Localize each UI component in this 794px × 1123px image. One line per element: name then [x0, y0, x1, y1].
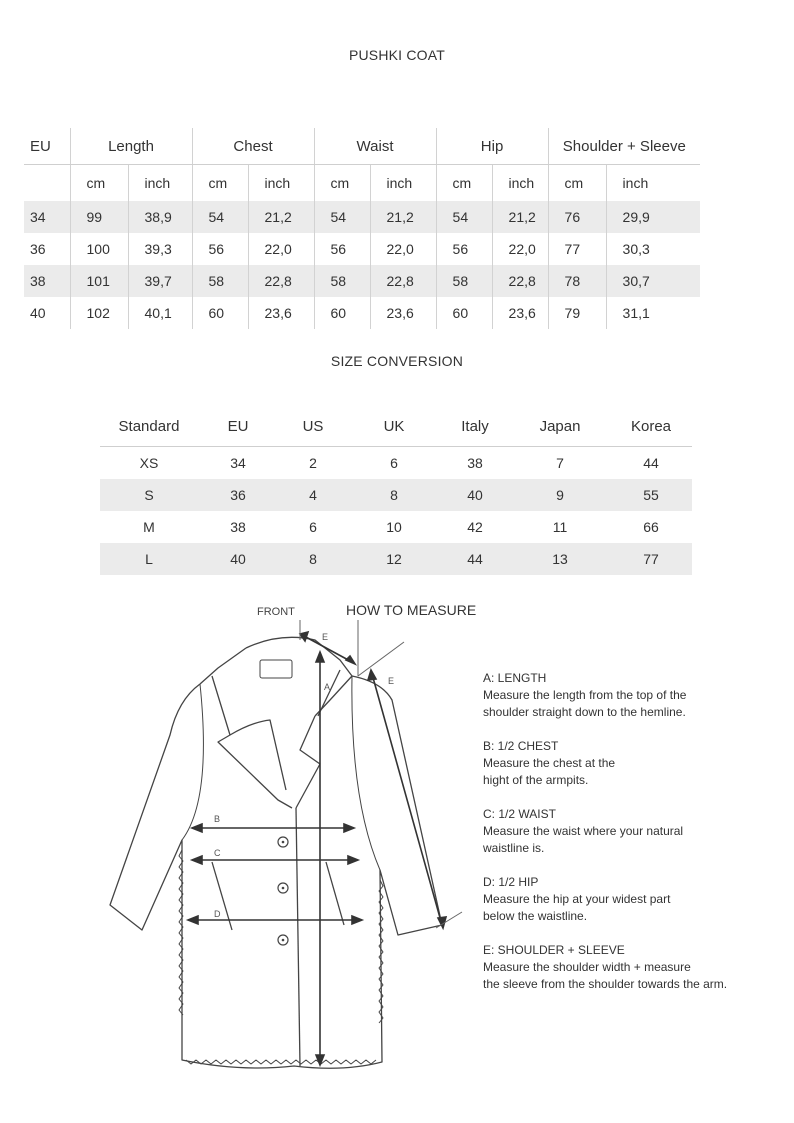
- table-cell: 79: [548, 297, 606, 329]
- table-cell: 39,7: [128, 265, 192, 297]
- table-cell: 58: [192, 265, 248, 297]
- measure-text: Measure the hip at your widest part: [483, 892, 671, 906]
- diagram-letter-e-sleeve: E: [388, 676, 395, 686]
- coat-lapel-left: [212, 676, 292, 808]
- size-table: [24, 128, 700, 329]
- table-cell: 22,8: [248, 265, 314, 297]
- header-us: US: [278, 406, 348, 447]
- conversion-header: [100, 406, 692, 447]
- table-cell: 40: [198, 543, 278, 575]
- table-cell: 2: [309, 455, 317, 471]
- table-cell: 22,0: [248, 233, 314, 265]
- measure-text: Measure the chest at the: [483, 756, 616, 770]
- header-japan: Japan: [510, 406, 610, 447]
- table-cell: M: [143, 519, 155, 535]
- table-cell: 38: [230, 519, 246, 535]
- table-cell: 8: [348, 479, 440, 511]
- table-row: [100, 511, 692, 543]
- measure-heading: C: 1/2 WAIST: [483, 807, 556, 821]
- page-title: PUSHKI COAT: [348, 47, 446, 63]
- table-cell: 7: [556, 455, 564, 471]
- unit-cm: cm: [436, 165, 492, 202]
- header-standard: Standard: [100, 406, 198, 447]
- diagram-letter-b: B: [214, 814, 221, 824]
- table-cell: 40: [440, 479, 510, 511]
- size-table-unit-header: [24, 165, 700, 202]
- measure-text: shoulder straight down to the hemline.: [483, 705, 686, 719]
- table-cell: 12: [348, 543, 440, 575]
- table-cell: 6: [390, 455, 398, 471]
- table-row: [24, 233, 700, 265]
- header-italy: Italy: [440, 406, 510, 447]
- header-eu: EU: [198, 406, 278, 447]
- table-cell: 54: [314, 201, 370, 233]
- unit-inch: inch: [606, 165, 700, 202]
- table-cell: 100: [70, 233, 128, 265]
- table-cell: 56: [436, 233, 492, 265]
- unit-inch: inch: [370, 165, 436, 202]
- header-korea: Korea: [610, 406, 692, 447]
- group-length: Length: [70, 128, 192, 165]
- table-cell: 101: [70, 265, 128, 297]
- table-cell: 36: [198, 479, 278, 511]
- measure-item-length: [483, 670, 783, 721]
- table-cell: 21,2: [492, 201, 548, 233]
- table-cell: 102: [70, 297, 128, 329]
- measure-heading: A: LENGTH: [483, 671, 547, 685]
- measure-text: Measure the waist where your natural: [483, 824, 684, 838]
- diagram-letter-a: A: [324, 682, 331, 692]
- diagram-letter-d: D: [214, 909, 221, 919]
- unit-inch: inch: [128, 165, 192, 202]
- table-cell: 60: [192, 297, 248, 329]
- table-cell: 77: [610, 543, 692, 575]
- group-chest: Chest: [192, 128, 314, 165]
- coat-pocket-right: [326, 862, 344, 925]
- group-hip: Hip: [436, 128, 548, 165]
- table-cell: XS: [139, 455, 159, 471]
- table-cell: 22,0: [370, 233, 436, 265]
- table-cell: 58: [436, 265, 492, 297]
- coat-front-edge: [296, 808, 300, 1066]
- table-cell: 38: [467, 455, 483, 471]
- table-cell: 11: [552, 519, 568, 535]
- table-cell: 54: [192, 201, 248, 233]
- table-cell: 22,8: [492, 265, 548, 297]
- table-cell: 10: [386, 519, 402, 535]
- table-row: [24, 297, 700, 329]
- table-cell: 54: [436, 201, 492, 233]
- unit-inch: inch: [492, 165, 548, 202]
- table-cell: 8: [278, 543, 348, 575]
- unit-cm: cm: [314, 165, 370, 202]
- table-row: [24, 201, 700, 233]
- front-label: FRONT: [257, 606, 295, 618]
- size-table-group-header: [24, 128, 700, 165]
- table-cell: 60: [314, 297, 370, 329]
- table-cell: 31,1: [606, 297, 700, 329]
- diagram-letter-c: C: [214, 848, 221, 858]
- measure-text: Measure the shoulder width + measure: [483, 960, 691, 974]
- conversion-table: [100, 406, 692, 575]
- table-cell: 30,7: [606, 265, 700, 297]
- table-cell: 56: [314, 233, 370, 265]
- group-shoulder-sleeve: Shoulder + Sleeve: [548, 128, 700, 165]
- eu-size: 34: [24, 201, 70, 233]
- table-cell: 29,9: [606, 201, 700, 233]
- table-cell: 58: [314, 265, 370, 297]
- measure-text: below the waistline.: [483, 909, 588, 923]
- measure-heading: E: SHOULDER + SLEEVE: [483, 943, 625, 957]
- conversion-title: SIZE CONVERSION: [330, 353, 464, 369]
- table-cell: 77: [548, 233, 606, 265]
- table-cell: 76: [548, 201, 606, 233]
- eu-size: 40: [30, 305, 46, 321]
- table-cell: 55: [610, 479, 692, 511]
- measure-text: the sleeve from the shoulder towards the arm.: [483, 977, 728, 991]
- table-cell: 13: [510, 543, 610, 575]
- table-cell: 66: [643, 519, 659, 535]
- measure-text: Measure the length from the top of the: [483, 688, 687, 702]
- table-cell: L: [100, 543, 198, 575]
- measure-text: waistline is.: [483, 841, 545, 855]
- measure-item-hip: [483, 874, 783, 925]
- header-uk: UK: [348, 406, 440, 447]
- group-waist: Waist: [314, 128, 436, 165]
- table-cell: 30,3: [606, 233, 700, 265]
- table-cell: 21,2: [248, 201, 314, 233]
- table-cell: 22,8: [370, 265, 436, 297]
- table-row: [24, 265, 700, 297]
- eu-size: 36: [30, 241, 46, 257]
- unit-inch: inch: [248, 165, 314, 202]
- unit-cm: cm: [70, 165, 128, 202]
- table-cell: S: [100, 479, 198, 511]
- measure-text: hight of the armpits.: [483, 773, 589, 787]
- measure-item-chest: [483, 738, 783, 789]
- table-cell: 22,0: [492, 233, 548, 265]
- table-row: [100, 447, 692, 480]
- diagram-letter-e-shoulder: E: [322, 632, 329, 642]
- measure-heading: B: 1/2 CHEST: [483, 739, 559, 753]
- table-cell: 38,9: [128, 201, 192, 233]
- measure-item-shoulder-sleeve: [483, 942, 783, 993]
- table-cell: 9: [510, 479, 610, 511]
- table-cell: 4: [278, 479, 348, 511]
- table-cell: 21,2: [370, 201, 436, 233]
- coat-diagram: [100, 600, 480, 1080]
- table-cell: 39,3: [128, 233, 192, 265]
- table-cell: 23,6: [248, 297, 314, 329]
- measure-heading: D: 1/2 HIP: [483, 875, 539, 889]
- table-cell: 44: [440, 543, 510, 575]
- coat-label-patch: [260, 660, 292, 678]
- table-cell: 6: [309, 519, 317, 535]
- unit-cm: cm: [548, 165, 606, 202]
- table-cell: 23,6: [492, 297, 548, 329]
- table-cell: 56: [192, 233, 248, 265]
- coat-lapel-right: [296, 716, 320, 808]
- table-cell: 40,1: [128, 297, 192, 329]
- table-row: [100, 543, 692, 575]
- coat-body-outline: [110, 676, 442, 1068]
- eu-header: EU: [24, 128, 70, 165]
- table-cell: 99: [70, 201, 128, 233]
- how-to-measure-title: HOW TO MEASURE: [346, 602, 477, 618]
- table-cell: 23,6: [370, 297, 436, 329]
- table-cell: 42: [467, 519, 483, 535]
- table-cell: 44: [643, 455, 659, 471]
- eu-size: 38: [24, 265, 70, 297]
- table-cell: 60: [436, 297, 492, 329]
- table-cell: 34: [230, 455, 246, 471]
- measure-item-waist: [483, 806, 783, 857]
- table-row: [100, 479, 692, 511]
- unit-cm: cm: [192, 165, 248, 202]
- table-cell: 78: [548, 265, 606, 297]
